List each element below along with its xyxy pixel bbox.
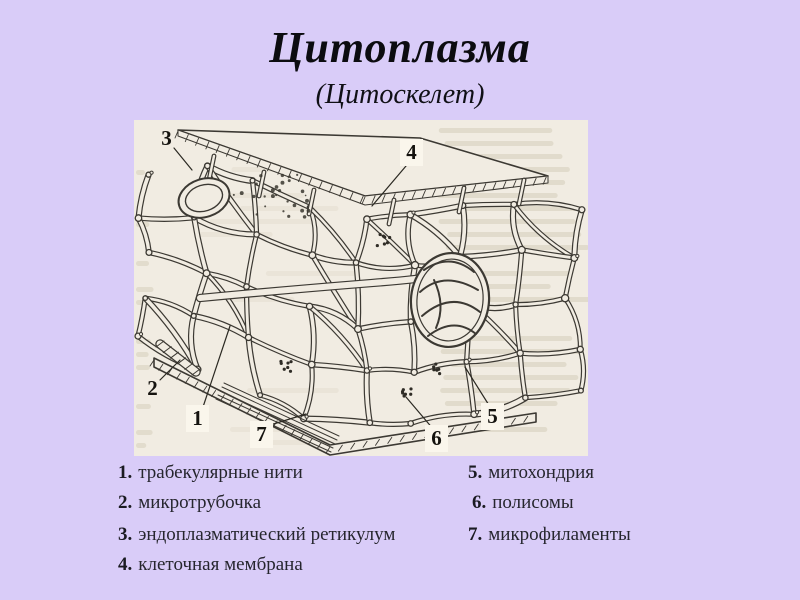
legend-text-3: эндоплазматический ретикулум (138, 524, 396, 545)
legend-item-5 (468, 462, 594, 484)
legend-text-5: митохондрия (488, 462, 595, 483)
legend-text-4: клеточная мембрана (138, 554, 303, 575)
legend-item-1 (118, 462, 303, 484)
figure-callout-3: 3 (161, 126, 172, 150)
figure-callout-4: 4 (400, 139, 423, 166)
slide-title: Цитоплазма (269, 23, 531, 72)
legend-text-2: микротрубочка (138, 492, 262, 513)
figure-callout-7: 7 (250, 421, 273, 448)
legend-num-1: 1. (118, 462, 133, 483)
figure-callout-1: 1 (186, 405, 209, 432)
legend-text-1: трабекулярные нити (138, 462, 303, 483)
figure-callout-2: 2 (147, 376, 158, 400)
legend-num-3: 3. (118, 524, 133, 545)
legend-item-4 (118, 554, 303, 576)
legend-text-7: микрофиламенты (488, 524, 631, 545)
legend-item-3 (118, 524, 395, 546)
legend-num-2: 2. (118, 492, 133, 513)
legend-num-5: 5. (468, 462, 483, 483)
cytoskeleton-figure (134, 120, 588, 456)
legend-item-7 (468, 524, 631, 546)
figure-callout-5: 5 (481, 403, 504, 430)
legend-text-6: полисомы (492, 492, 574, 513)
figure-callout-6: 6 (425, 425, 448, 452)
legend-item-6 (472, 492, 574, 514)
legend-num-7: 7. (468, 524, 483, 545)
legend-num-6: 6. (472, 492, 487, 513)
legend-num-4: 4. (118, 554, 133, 575)
legend-item-2 (118, 492, 261, 514)
slide-subtitle: (Цитоскелет) (315, 79, 485, 110)
